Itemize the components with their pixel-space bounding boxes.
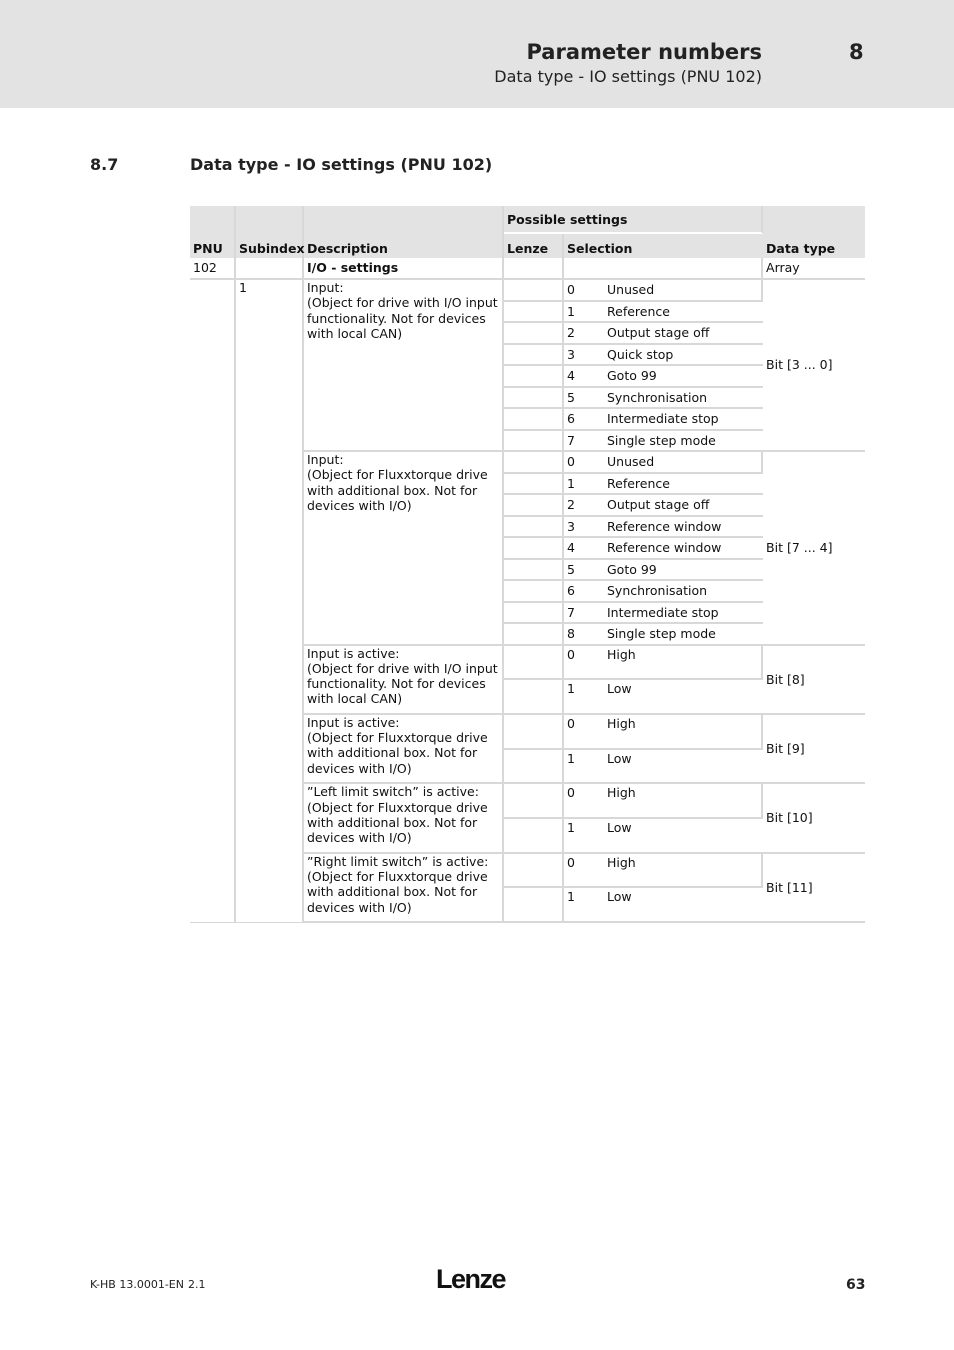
description-cell: ”Right limit switch” is active: (Object for Fluxxtorque drive with additional box. Not for devices with I/O)	[304, 854, 504, 923]
selection-text: Low	[604, 819, 763, 854]
section-title: Data type - IO settings (PNU 102)	[190, 155, 493, 174]
selection-text: Synchronisation	[604, 581, 763, 603]
selection-text: Unused	[604, 280, 763, 302]
lenze-cell	[504, 258, 564, 280]
page-header-band	[0, 0, 954, 108]
description-cell: Input is active: (Object for drive with I/O input functionality. Not for devices with local CAN)	[304, 646, 504, 715]
lenze-cell	[504, 680, 564, 715]
subindex-cell: 1	[236, 280, 304, 923]
selection-text: Reference	[604, 302, 763, 324]
selection-number: 0	[564, 280, 604, 302]
lenze-cell	[504, 538, 564, 560]
selection-cell	[564, 258, 763, 280]
header-pnu: PNU	[190, 206, 236, 258]
description-cell: Input is active: (Object for Fluxxtorque drive with additional box. Not for devices with I/O)	[304, 715, 504, 784]
selection-text: Reference	[604, 474, 763, 496]
data-type-cell: Bit [9]	[763, 715, 865, 784]
selection-number: 6	[564, 409, 604, 431]
selection-text: Synchronisation	[604, 388, 763, 410]
selection-number: 8	[564, 624, 604, 646]
selection-number: 2	[564, 323, 604, 345]
selection-number: 1	[564, 888, 604, 923]
lenze-cell	[504, 452, 564, 474]
lenze-cell	[504, 715, 564, 750]
selection-text: Goto 99	[604, 366, 763, 388]
selection-number: 0	[564, 646, 604, 681]
selection-number: 0	[564, 715, 604, 750]
selection-number: 7	[564, 603, 604, 625]
selection-number: 1	[564, 302, 604, 324]
selection-number: 6	[564, 581, 604, 603]
header-description: Description	[304, 206, 504, 258]
lenze-cell	[504, 624, 564, 646]
data-type-cell: Bit [10]	[763, 784, 865, 853]
selection-text: Low	[604, 750, 763, 785]
lenze-cell	[504, 366, 564, 388]
selection-number: 1	[564, 819, 604, 854]
selection-text: Single step mode	[604, 624, 763, 646]
selection-number: 7	[564, 431, 604, 453]
header-possible-settings: Possible settings	[504, 206, 763, 234]
selection-text: High	[604, 784, 763, 819]
description-cell: ”Left limit switch” is active: (Object for Fluxxtorque drive with additional box. Not for devices with I/O)	[304, 784, 504, 853]
selection-text: Output stage off	[604, 495, 763, 517]
lenze-cell	[504, 409, 564, 431]
document-id: K-HB 13.0001-EN	[90, 1278, 184, 1291]
section-number: 8.7	[90, 155, 119, 174]
selection-number: 0	[564, 784, 604, 819]
header-data-type: Data type	[763, 206, 865, 258]
lenze-cell	[504, 431, 564, 453]
selection-number: 4	[564, 366, 604, 388]
lenze-cell	[504, 323, 564, 345]
selection-text: Output stage off	[604, 323, 763, 345]
lenze-cell	[504, 560, 564, 582]
selection-number: 1	[564, 474, 604, 496]
lenze-cell	[504, 750, 564, 785]
chapter-title: Parameter numbers	[526, 40, 762, 64]
selection-number: 1	[564, 750, 604, 785]
lenze-cell	[504, 388, 564, 410]
parameter-table	[190, 206, 865, 923]
selection-text: Intermediate stop	[604, 603, 763, 625]
lenze-cell	[504, 888, 564, 923]
lenze-cell	[504, 302, 564, 324]
data-type-cell: Bit [7 ... 4]	[763, 452, 865, 646]
pnu-cell: 102	[190, 258, 236, 280]
selection-number: 4	[564, 538, 604, 560]
lenze-cell	[504, 345, 564, 367]
selection-text: Reference window	[604, 517, 763, 539]
header-selection: Selection	[564, 234, 763, 258]
lenze-cell	[504, 517, 564, 539]
chapter-number: 8	[849, 40, 864, 64]
selection-text: Unused	[604, 452, 763, 474]
parameter-table-container	[190, 206, 865, 923]
lenze-cell	[504, 819, 564, 854]
lenze-logo	[436, 1264, 516, 1294]
selection-text: Goto 99	[604, 560, 763, 582]
lenze-cell	[504, 280, 564, 302]
selection-text: High	[604, 646, 763, 681]
selection-text: High	[604, 715, 763, 750]
data-type-cell: Bit [8]	[763, 646, 865, 715]
lenze-cell	[504, 854, 564, 889]
lenze-cell	[504, 784, 564, 819]
data-type-cell: Bit [3 ... 0]	[763, 280, 865, 452]
selection-number: 0	[564, 452, 604, 474]
selection-text: Quick stop	[604, 345, 763, 367]
selection-text: Intermediate stop	[604, 409, 763, 431]
lenze-cell	[504, 646, 564, 681]
pnu-cell	[190, 280, 236, 923]
selection-number: 0	[564, 854, 604, 889]
chapter-subtitle: Data type - IO settings (PNU 102)	[494, 67, 762, 86]
table-row	[190, 258, 865, 280]
description-cell: Input: (Object for drive with I/O input functionality. Not for devices with local CAN)	[304, 280, 504, 452]
selection-number: 3	[564, 517, 604, 539]
lenze-cell	[504, 474, 564, 496]
selection-number: 2	[564, 495, 604, 517]
selection-number: 5	[564, 388, 604, 410]
selection-text: High	[604, 854, 763, 889]
logo-wordmark: Lenze	[436, 1264, 506, 1294]
page-number: 63	[846, 1277, 866, 1293]
lenze-cell	[504, 495, 564, 517]
header-subindex: Subindex	[236, 206, 304, 258]
lenze-cell	[504, 581, 564, 603]
table-row	[190, 280, 865, 302]
selection-text: Low	[604, 888, 763, 923]
selection-text: Single step mode	[604, 431, 763, 453]
selection-text: Low	[604, 680, 763, 715]
lenze-cell	[504, 603, 564, 625]
selection-number: 5	[564, 560, 604, 582]
header-lenze: Lenze	[504, 234, 564, 258]
parameter-table-body	[190, 258, 865, 923]
selection-text: Reference window	[604, 538, 763, 560]
data-type-cell: Bit [11]	[763, 854, 865, 923]
subindex-cell	[236, 258, 304, 280]
document-version: 2.1	[188, 1278, 206, 1291]
selection-number: 1	[564, 680, 604, 715]
description-cell: Input: (Object for Fluxxtorque drive with additional box. Not for devices with I/O)	[304, 452, 504, 646]
description-cell: I/O - settings	[304, 258, 504, 280]
selection-number: 3	[564, 345, 604, 367]
data-type-cell: Array	[763, 258, 865, 280]
